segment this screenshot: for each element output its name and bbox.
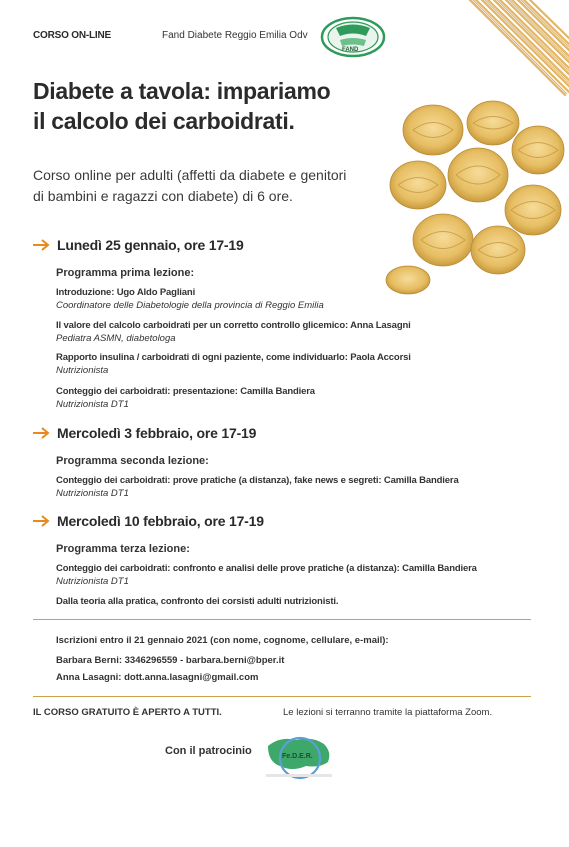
list-item bbox=[56, 474, 536, 500]
item-title: Dalla teoria alla pratica, confronto dei corsisti adulti nutrizionisti. bbox=[56, 596, 339, 607]
item-title: Introduzione: Ugo Aldo Pagliani bbox=[56, 287, 196, 298]
fand-logo bbox=[320, 16, 386, 58]
item-title: Conteggio dei carboidrati: presentazione: Camilla Bandiera bbox=[56, 386, 315, 397]
list-item bbox=[56, 385, 536, 411]
list-item bbox=[56, 319, 536, 345]
registration-contact-2: Anna Lasagni: dott.anna.lasagni@gmail.com bbox=[56, 672, 259, 683]
list-item bbox=[56, 351, 536, 377]
item-title: Il valore del calcolo carboidrati per un corretto controllo glicemico: Anna Lasagni bbox=[56, 320, 411, 331]
item-subtitle: Nutrizionista DT1 bbox=[56, 399, 129, 410]
item-subtitle: Coordinatore delle Diabetologie della provincia di Reggio Emilia bbox=[56, 300, 324, 311]
item-title: Conteggio dei carboidrati: prove pratiche (a distanza), fake news e segreti: Camilla Bandiera bbox=[56, 475, 459, 486]
feder-logo-text: Fe.D.E.R. bbox=[282, 753, 313, 760]
title-line-2: il calcolo dei carboidrati. bbox=[33, 108, 295, 134]
session-3-header bbox=[33, 513, 264, 529]
intro-line-1: Corso online per adulti (affetti da diabete e genitori bbox=[33, 167, 347, 183]
page-title bbox=[33, 76, 363, 136]
intro-text bbox=[33, 165, 373, 207]
session-2-header bbox=[33, 425, 256, 441]
platform-note: Le lezioni si terranno tramite la piattaforma Zoom. bbox=[283, 707, 493, 718]
title-line-1: Diabete a tavola: impariamo bbox=[33, 78, 331, 104]
organization-name: Fand Diabete Reggio Emilia Odv bbox=[162, 30, 308, 41]
list-item bbox=[56, 286, 536, 312]
fand-logo-text: FAND bbox=[342, 47, 359, 53]
item-subtitle: Nutrizionista DT1 bbox=[56, 576, 129, 587]
item-subtitle: Pediatra ASMN, diabetologa bbox=[56, 333, 176, 344]
list-item bbox=[56, 562, 536, 588]
item-title: Conteggio dei carboidrati: confronto e analisi delle prove pratiche (a distanza): Camilla Bandiera bbox=[56, 563, 477, 574]
divider bbox=[33, 619, 531, 620]
session-3-date: Mercoledì 10 febbraio, ore 17-19 bbox=[57, 513, 264, 529]
session-1-program-label: Programma prima lezione: bbox=[56, 267, 195, 279]
intro-line-2: di bambini e ragazzi con diabete) di 6 ore. bbox=[33, 188, 293, 204]
session-1-header bbox=[33, 237, 244, 253]
item-title: Rapporto insulina / carboidrati di ogni paziente, come individuarlo: Paola Accorsi bbox=[56, 352, 411, 363]
arrow-right-icon bbox=[33, 239, 50, 251]
tagliatelle-image bbox=[378, 95, 568, 295]
arrow-right-icon bbox=[33, 427, 50, 439]
arrow-right-icon bbox=[33, 515, 50, 527]
patronage-label: Con il patrocinio bbox=[165, 745, 252, 757]
free-course-note: IL CORSO GRATUITO È APERTO A TUTTI. bbox=[33, 707, 222, 718]
list-item bbox=[56, 595, 536, 608]
session-1-date: Lunedì 25 gennaio, ore 17-19 bbox=[57, 237, 244, 253]
divider bbox=[33, 696, 531, 697]
session-2-date: Mercoledì 3 febbraio, ore 17-19 bbox=[57, 425, 257, 441]
item-subtitle: Nutrizionista DT1 bbox=[56, 488, 129, 499]
registration-contact-1: Barbara Berni: 3346296559 - barbara.berni@bper.it bbox=[56, 655, 285, 666]
session-3-program-label: Programma terza lezione: bbox=[56, 543, 190, 555]
feder-logo bbox=[262, 732, 336, 784]
course-type-label: CORSO ON-LINE bbox=[33, 30, 111, 41]
item-subtitle: Nutrizionista bbox=[56, 365, 109, 376]
registration-deadline: Iscrizioni entro il 21 gennaio 2021 (con nome, cognome, cellulare, e-mail): bbox=[56, 635, 389, 646]
session-2-program-label: Programma seconda lezione: bbox=[56, 455, 209, 467]
